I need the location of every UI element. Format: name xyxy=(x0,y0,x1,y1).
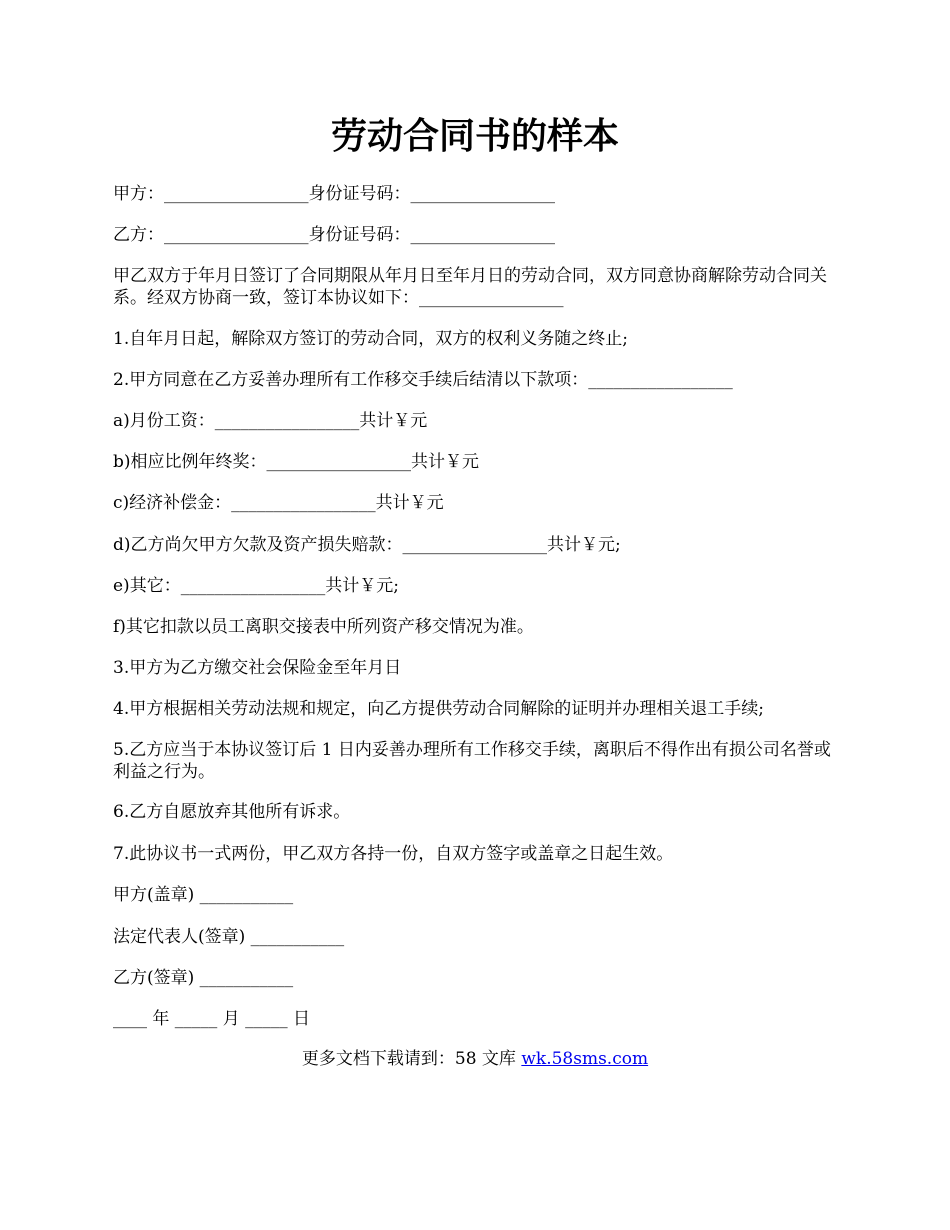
item-d: d)乙方尚欠甲方欠款及资产损失赔款：_________________共计￥元; xyxy=(113,535,621,555)
clause-1: 1.自年月日起，解除双方签订的劳动合同，双方的权利义务随之终止; xyxy=(113,329,628,349)
legal-rep-signature-line: 法定代表人(签章) ___________ xyxy=(113,927,345,947)
party-b-line: 乙方：_________________身份证号码：_________________ xyxy=(113,225,555,245)
clause-7: 7.此协议书一式两份，甲乙双方各持一份，自双方签字或盖章之日起生效。 xyxy=(113,844,674,864)
item-f: f)其它扣款以员工离职交接表中所列资产移交情况为准。 xyxy=(113,617,534,637)
clause-2: 2.甲方同意在乙方妥善办理所有工作移交手续后结清以下款项：_________________ xyxy=(113,370,733,390)
party-a-line: 甲方：_________________身份证号码：_________________ xyxy=(113,184,555,204)
footer-link[interactable]: wk.58sms.com xyxy=(521,1049,649,1069)
date-line: ____ 年 _____ 月 _____ 日 xyxy=(113,1009,311,1029)
footer-text: 更多文档下载请到：58 文库 xyxy=(301,1049,522,1069)
clause-4: 4.甲方根据相关劳动法规和规定，向乙方提供劳动合同解除的证明并办理相关退工手续; xyxy=(113,699,764,719)
footer xyxy=(0,1048,950,1070)
party-b-signature-line: 乙方(签章) ___________ xyxy=(113,968,294,988)
item-a: a)月份工资：_________________共计￥元 xyxy=(113,411,428,431)
item-c: c)经济补偿金：_________________共计￥元 xyxy=(113,493,444,513)
clause-6: 6.乙方自愿放弃其他所有诉求。 xyxy=(113,802,351,822)
party-a-seal-line: 甲方(盖章) ___________ xyxy=(113,885,294,905)
clause-5: 5.乙方应当于本协议签订后 1 日内妥善办理所有工作移交手续，离职后不得作出有损公司名誉或利益之行为。 xyxy=(113,740,831,782)
item-b: b)相应比例年终奖：_________________共计￥元 xyxy=(113,452,480,472)
item-e: e)其它：_________________共计￥元; xyxy=(113,576,399,596)
agreement-intro: 甲乙双方于年月日签订了合同期限从年月日至年月日的劳动合同，双方同意协商解除劳动合同关系。经双方协商一致，签订本协议如下：_________________ xyxy=(113,266,827,308)
document-title: 劳动合同书的样本 xyxy=(330,115,619,157)
clause-3: 3.甲方为乙方缴交社会保险金至年月日 xyxy=(113,658,402,678)
